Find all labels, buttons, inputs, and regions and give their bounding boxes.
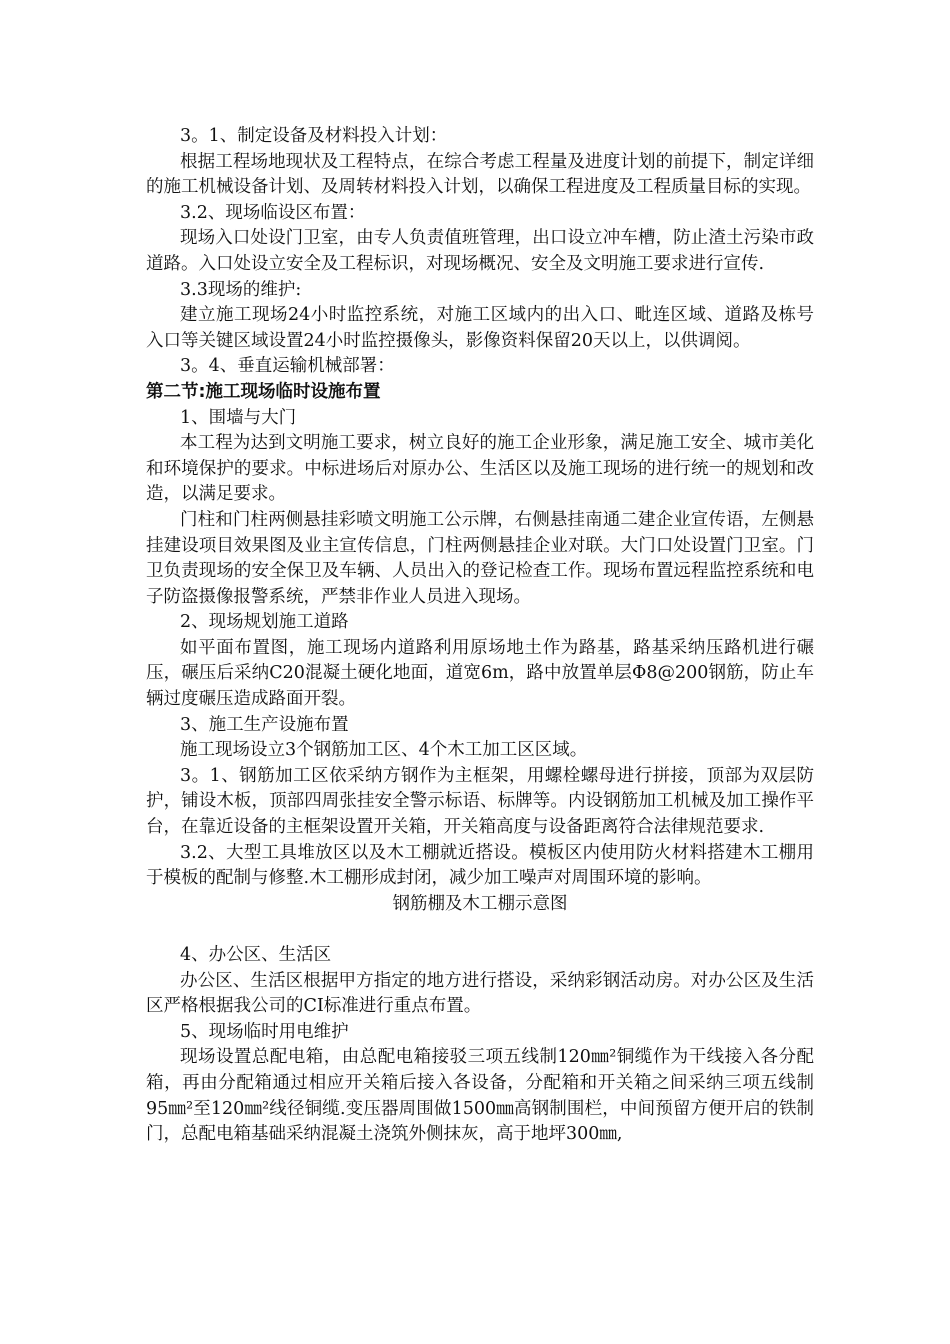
subheading-2: 2、现场规划施工道路 — [180, 612, 349, 633]
document-body — [146, 124, 814, 1148]
paragraph-4-body: 办公区、生活区根据甲方指定的地方进行搭设，采纳彩钢活动房。对办公区及生活区严格根据我公司的CI标准进行重点布置。 — [146, 970, 814, 1017]
section-heading: 第二节:施工现场临时设施布置 — [146, 381, 381, 402]
figure-gap — [146, 917, 814, 943]
subheading-1: 1、围墙与大门 — [180, 407, 297, 428]
paragraph-3-1-body: 根据工程场地现状及工程特点，在综合考虑工程量及进度计划的前提下，制定详细的施工机械设备计划、及周转材料投入计划，以确保工程进度及工程质量目标的实现。 — [146, 151, 814, 198]
heading-3-4: 3。4、垂直运输机械部署： — [180, 356, 395, 377]
paragraph-3-body: 施工现场设立3个钢筋加工区、4个木工加工区区域。 — [180, 740, 588, 761]
heading-3-2: 3.2、现场临设区布置： — [180, 202, 366, 223]
subheading-4: 4、办公区、生活区 — [180, 945, 332, 965]
subheading-3: 3、施工生产设施布置 — [180, 714, 349, 735]
paragraph-3-2-body: 现场入口处设门卫室，由专人负责值班管理，出口设立冲车槽，防止渣土污染市政道路。入口处设立安全及工程标识，对现场概况、安全及文明施工要求进行宣传. — [146, 228, 814, 274]
paragraph-1-body-a: 本工程为达到文明施工要求，树立良好的施工企业形象，满足施工安全、城市美化和环境保护的要求。中标进场后对原办公、生活区以及施工现场的进行统一的规划和改造，以满足要求。 — [146, 433, 814, 505]
figure-caption: 钢筋棚及木工棚示意图 — [392, 893, 568, 914]
paragraph-3-1-detail: 3。1、钢筋加工区依采纳方钢作为主框架，用螺栓螺母进行拼接，顶部为双层防护，铺设木板，顶部四周张挂安全警示标语、标牌等。内设钢筋加工机械及加工操作平台，在靠近设备的主框架设置开关箱，开关箱高度与设备距离符合法律规范要求. — [146, 765, 814, 838]
paragraph-3-2-detail: 3.2、大型工具堆放区以及木工棚就近搭设。模板区内使用防火材料搭建木工棚用于模板的配制与修整.木工棚形成封闭，减少加工噪声对周围环境的影响。 — [146, 842, 814, 889]
paragraph-3-3-body: 建立施工现场24小时监控系统，对施工区域内的出入口、毗连区域、道路及栋号入口等关键区域设置24小时监控摄像头，影像资料保留20天以上，以供调阅。 — [146, 305, 814, 351]
paragraph-2-body: 如平面布置图，施工现场内道路利用原场地土作为路基，路基采纳压路机进行碾压，碾压后采纳C20混凝土硬化地面，道宽6m，路中放置单层Φ8@200钢筋，防止车辆过度碾压造成路面开裂。 — [146, 637, 814, 710]
paragraph-1-body-b: 门柱和门柱两侧悬挂彩喷文明施工公示牌，右侧悬挂南通二建企业宣传语，左侧悬挂建设项目效果图及业主宣传信息，门柱两侧悬挂企业对联。大门口处设置门卫室。门卫负责现场的安全保卫及车辆、人员出入的登记检查工作。现场布置远程监控系统和电子防盗摄像报警系统，严禁非作业人员进入现场。 — [146, 509, 814, 607]
subheading-5: 5、现场临时用电维护 — [180, 1021, 349, 1042]
paragraph-5-body: 现场设置总配电箱，由总配电箱接驳三项五线制120㎜²铜缆作为干线接入各分配箱，再由分配箱通过相应开关箱后接入各设备，分配箱和开关箱之间采纳三项五线制95㎜²至120㎜²线径铜缆.变压器周围做1500㎜高钢制围栏，中间预留方便开启的铁制门，总配电箱基础采纳混凝土浇筑外侧抹灰，高于地坪300㎜, — [146, 1047, 814, 1145]
heading-3-1: 3。1、制定设备及材料投入计划： — [180, 126, 448, 146]
heading-3-3: 3.3现场的维护: — [180, 279, 302, 300]
